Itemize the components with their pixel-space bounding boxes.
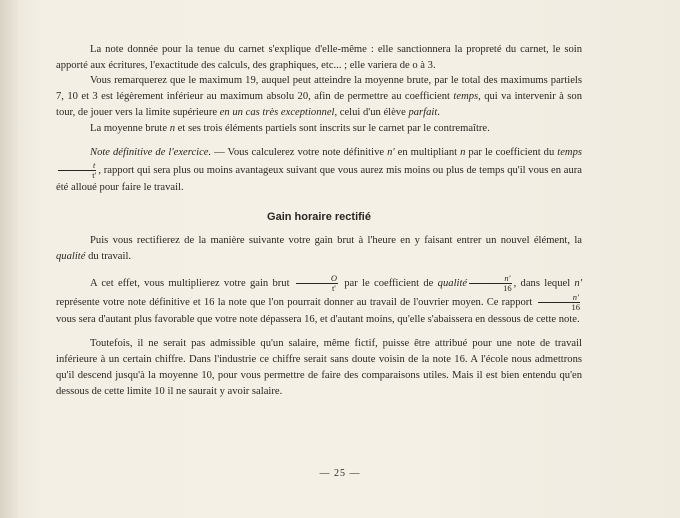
italic-term: parfait [408,106,438,118]
text-span: — Vous calculerez votre note définitive [211,147,388,159]
text-span: en multipliant [394,147,461,159]
italic-term: temps [557,147,582,159]
text-span: . [437,106,440,118]
fraction-numerator: O [296,274,338,284]
text-span: , qui va intervenir à son tour, de jouer vers la limite supérieure [56,91,582,118]
text-span: Puis vous rectifierez de la manière suivante votre gain brut à l'heure en y faisant entrer un nouvel élément, la [90,235,582,247]
fraction-numerator: t [58,161,96,171]
italic-term: qualité [56,251,86,263]
italic-term: Note définitive de l'exercice. [90,147,212,159]
italic-term: n [460,147,466,159]
page-number: — 25 — [319,468,361,479]
fraction-ratio [538,293,581,312]
text-span: A cet effet, vous multiplierez votre gain brut [90,277,294,289]
text-span: La moyenne brute [90,122,170,134]
fraction-denominator: t' [331,282,336,293]
text-span: du travail. [85,251,132,263]
paragraph-rectify [56,233,582,264]
italic-term: temps [453,91,479,103]
italic-term: qualité [437,277,468,289]
paragraph-maximum [56,73,582,120]
italic-term: n' [574,277,582,289]
text-span: , rapport qui sera plus ou moins avantageux suivant que vous aurez mis moins ou plus de temps qu'il vous en aura été alloué pour faire le travail. [56,164,582,193]
italic-term: n' [387,147,395,159]
page-fold-shadow [0,0,18,518]
paragraph-carnet [56,42,582,73]
paragraph-moyenne [56,121,582,137]
text-span: Toutefois, il ne serait pas admissible qu'un salaire, même fictif, puisse être attribué pour une note de travail inférieure à un certain chiffre. Dans l'industrie ce chiffre serait sans doute voisin de la note 16. A l'école nous admettrons qu'il descend jusqu'à la moyenne 10, pour vous permettre de faire des comparaisons utiles. Mais il est bien entendu qu'en dessous de cette limite 10 il ne saurait y avoir salaire. [56,338,582,397]
fraction-gain [296,274,338,293]
fraction-denominator: 16 [503,282,512,293]
fraction-denominator: 16 [571,301,580,312]
fraction-numerator: n' [538,293,581,303]
text-span: La note donnée pour la tenue du carnet s'explique d'elle-même : elle sanctionnera la propreté du carnet, le soin apporté aux écritures, l'exactitude des calculs, des graphiques, etc... ; elle variera de o à 3. [56,44,582,71]
paragraph-note-definitive [56,145,582,195]
section-heading: Gain horaire rectifié [267,210,371,223]
text-span: et ses trois éléments partiels sont inscrits sur le carnet par le contremaître. [175,122,490,134]
fraction-time [58,161,96,180]
text-span: Vous remarquerez que le maximum 19, auquel peut atteindre la moyenne brute, par le total des maximums partiels 7, 10 et 3 est légèrement inférieur au maximum absolu 20, afin de permettre au coefficient [56,75,582,103]
fraction-quality [469,274,512,293]
paragraph-minimum-salary [56,336,582,399]
fraction-numerator: n' [469,274,512,284]
text-span: par le coefficient du [465,147,558,159]
fraction-denominator: t' [92,169,97,180]
text-span: par le coefficient de [339,277,438,289]
text-span: , dans lequel [513,277,575,289]
italic-term: en un cas très exceptionnel [219,106,335,118]
body-text [56,42,582,399]
text-span: vous sera d'autant plus favorable que votre note dépassera 16, et d'autant moins, qu'elle s'abaissera en dessous de cette note. [56,313,580,325]
text-span: , celui d'un élève [334,106,409,118]
italic-term: n [169,122,176,134]
paragraph-coefficient [56,274,582,328]
text-span: représente votre note définitive et 16 la note que l'on pourrait donner au travail de l'ouvrier moyen. Ce rapport [56,296,536,308]
